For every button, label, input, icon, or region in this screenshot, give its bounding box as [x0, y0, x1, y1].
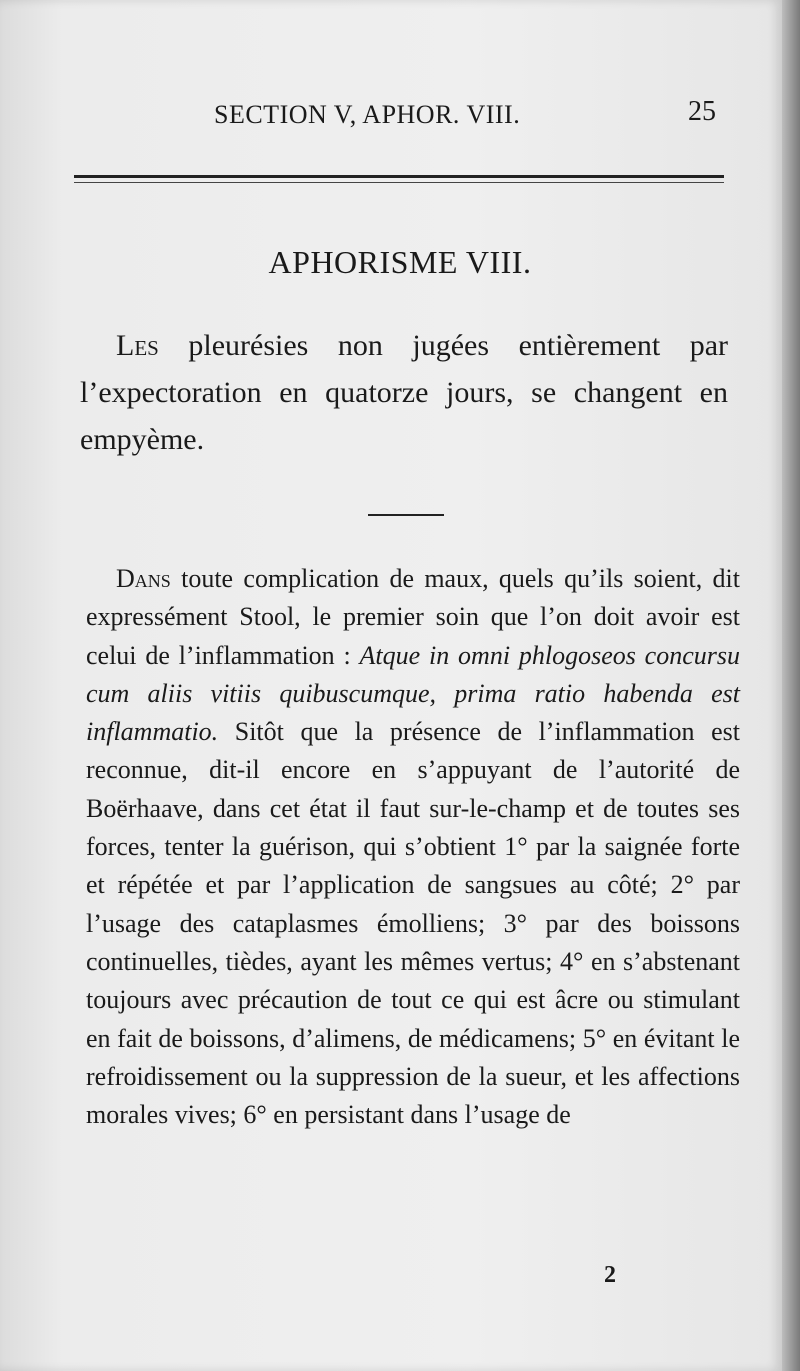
header-rule-thin	[74, 182, 724, 183]
section-divider	[368, 514, 444, 516]
aphorism-body: pleurésies non jugées entièrement par l’expectoration en quatorze jours, se changent en empyème.	[80, 329, 728, 456]
latin-quotation: Atque in omni phlogoseos concursu cum aliis vitiis quibuscumque, prima ratio habenda est inflammatio.	[86, 640, 740, 747]
commentary-text	[86, 560, 740, 1134]
aphorism-first-word: Les	[116, 329, 159, 362]
aphorism-paragraph	[80, 322, 728, 463]
aphorism-text	[80, 322, 728, 463]
header-rule-thick	[74, 175, 724, 178]
commentary-first-word: Dans	[116, 564, 171, 593]
commentary-paragraph	[86, 560, 740, 1134]
page-number: 25	[688, 96, 716, 127]
commentary-body: Sitôt que la présence de l’inflammation est reconnue, dit-il encore en s’appuyant de l’autorité de Boërhaave, dans cet état il faut sur-le-champ et de toutes ses forces, tenter la guérison, qui s’obtient 1° par la saignée forte et répétée et par l’application de sangsues au côté; 2° par l’usage des cataplasmes émolliens; 3° par des boissons continuelles, tièdes, ayant les mêmes vertus; 4° en s’abstenant toujours avec précaution de tout ce qui est âcre ou stimulant en fait de boissons, d’alimens, de médicamens; 5° en évitant le refroidissement ou la suppression de la sueur, et les affections morales vives; 6° en persistant dans l’usage de	[86, 717, 740, 1130]
page-header	[0, 96, 782, 136]
running-head: SECTION V, APHOR. VIII.	[214, 100, 521, 129]
commentary-intro: toute complication de maux, quels qu’ils soient, dit expressément Stool, le premier soin que l’on doit avoir est celui de l’inflammation :	[86, 564, 740, 670]
aphorism-title: APHORISME VIII.	[268, 244, 532, 280]
signature-mark: 2	[604, 1262, 616, 1288]
page-edge	[782, 0, 800, 1371]
